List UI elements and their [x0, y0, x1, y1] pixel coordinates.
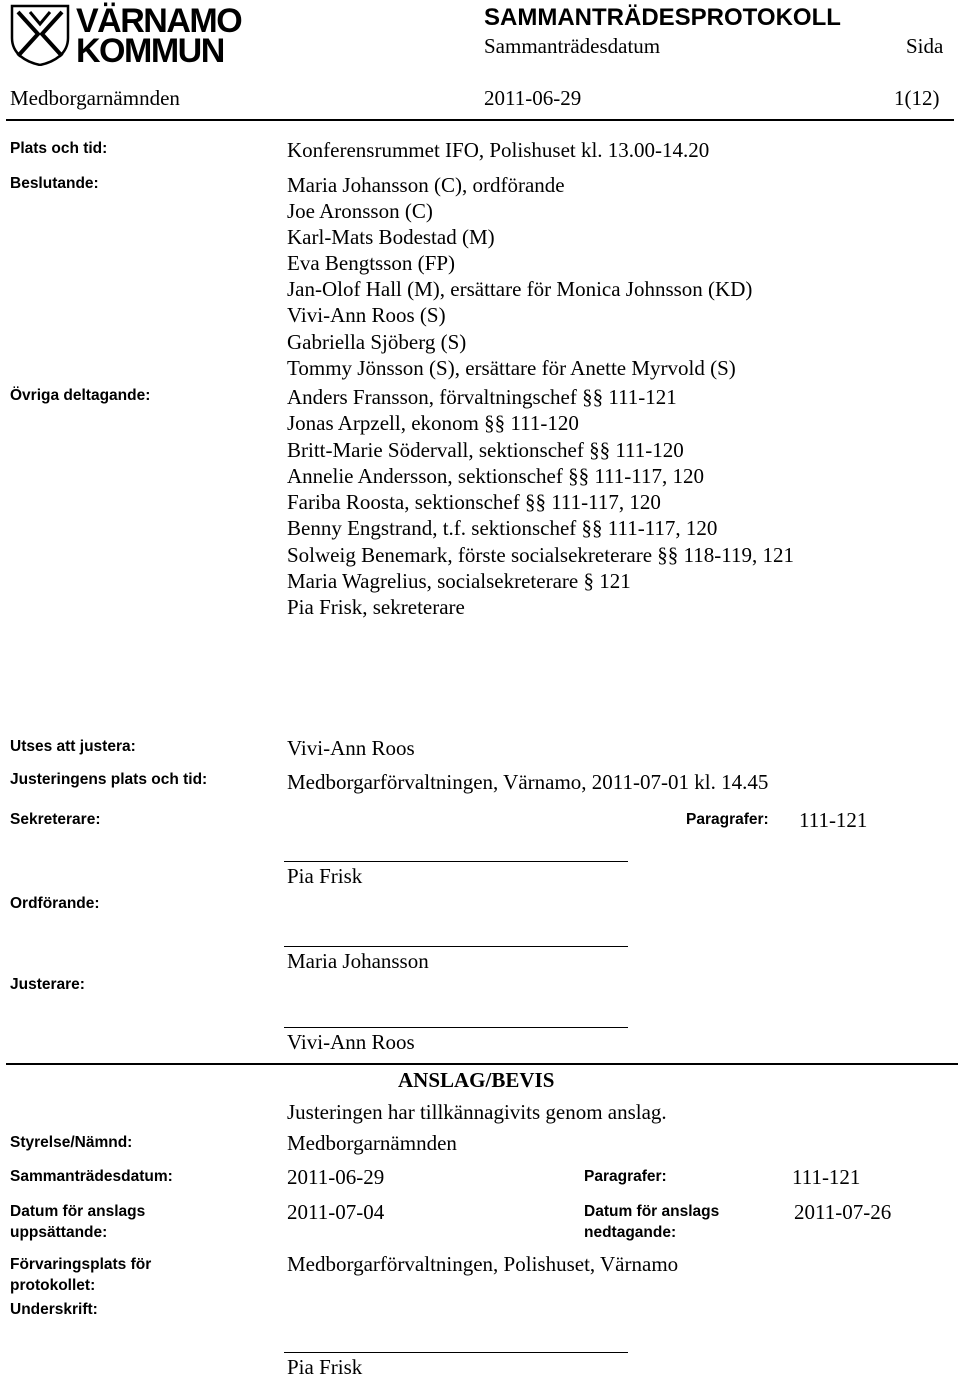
decision-maker: Maria Johansson (C), ordförande: [287, 173, 565, 197]
chair-label: Ordförande:: [10, 895, 100, 912]
participant: Britt-Marie Södervall, sektionschef §§ 111-120: [287, 437, 684, 462]
notice-statement: Justeringen har tillkännagivits genom anslag.: [287, 1100, 667, 1124]
signature-name-secretary: Pia Frisk: [287, 864, 363, 888]
signature-line-chair: [284, 946, 628, 947]
participant: Solweig Benemark, förste socialsekreterare §§ 118-119, 121: [287, 542, 794, 567]
header-board: Medborgarnämnden: [10, 86, 180, 110]
notice-board-value: Medborgarnämnden: [287, 1131, 457, 1155]
paragraphs-value: 111-121: [799, 808, 868, 832]
participant: Jonas Arpzell, ekonom §§ 111-120: [287, 411, 579, 436]
place-value: Konferensrummet IFO, Polishuset kl. 13.00-14.20: [287, 138, 710, 162]
signature-line-adjuster: [284, 1027, 628, 1028]
storage-value: Medborgarförvaltningen, Polishuset, Värnamo: [287, 1252, 679, 1276]
removed-date-value: 2011-07-26: [794, 1200, 892, 1224]
participant: Pia Frisk, sekreterare: [287, 595, 465, 620]
decision-maker: Gabriella Sjöberg (S): [287, 329, 467, 354]
header-date: 2011-06-29: [484, 86, 582, 110]
storage-label: [10, 1254, 151, 1296]
removed-date-label: [584, 1201, 719, 1243]
signature-name-chair: Maria Johansson: [287, 949, 429, 973]
adjuster-label: Justerare:: [10, 976, 85, 993]
adjustment-place-time-label: Justeringens plats och tid:: [10, 771, 208, 788]
notice-paragraphs-label: Paragrafer:: [584, 1168, 667, 1185]
adjuster-appointed-value: Vivi-Ann Roos: [287, 736, 415, 760]
decision-maker: Joe Aronsson (C): [287, 199, 433, 224]
municipality-name-line1: VÄRNAMO: [76, 2, 242, 40]
adjustment-place-time-value: Medborgarförvaltningen, Värnamo, 2011-07-01 kl. 14.45: [287, 770, 769, 794]
paragraphs-label: Paragrafer:: [686, 811, 769, 828]
storage-label-line1: Förvaringsplats för: [10, 1256, 152, 1273]
posted-date-label-line1: Datum för anslags: [10, 1203, 146, 1220]
decision-maker: Karl-Mats Bodestad (M): [287, 225, 495, 250]
other-participants-label: Övriga deltagande:: [10, 387, 151, 404]
decision-maker: Tommy Jönsson (S), ersättare för Anette Myrvold (S): [287, 355, 736, 380]
notice-divider: [6, 1063, 958, 1065]
place-label: Plats och tid:: [10, 140, 108, 157]
document-title: SAMMANTRÄDESPROTOKOLL: [484, 4, 841, 31]
participant: Anders Fransson, förvaltningschef §§ 111-121: [287, 385, 677, 409]
participant: Fariba Roosta, sektionschef §§ 111-117, 120: [287, 490, 661, 515]
decision-maker: Vivi-Ann Roos (S): [287, 303, 446, 328]
participant: Annelie Andersson, sektionschef §§ 111-117, 120: [287, 463, 705, 488]
notice-meeting-date-label: Sammanträdesdatum:: [10, 1168, 173, 1185]
signature-line-notice: [284, 1352, 628, 1353]
notice-meeting-date-value: 2011-06-29: [287, 1165, 385, 1189]
header-date-label: Sammanträdesdatum: [484, 34, 661, 58]
header-divider: [6, 119, 954, 121]
municipality-name-line2: KOMMUN: [76, 32, 224, 70]
decision-maker: Jan-Olof Hall (M), ersättare för Monica Johnsson (KD): [287, 277, 753, 302]
other-participants-list: [287, 384, 794, 621]
removed-date-label-line1: Datum för anslags: [584, 1203, 720, 1220]
notice-title: ANSLAG/BEVIS: [398, 1068, 555, 1092]
posted-date-label-line2: uppsättande:: [10, 1224, 108, 1241]
signature-name-adjuster: Vivi-Ann Roos: [287, 1030, 415, 1054]
posted-date-value: 2011-07-04: [287, 1200, 385, 1224]
notice-paragraphs-value: 111-121: [792, 1165, 861, 1189]
signature-name-notice: Pia Frisk: [287, 1355, 363, 1379]
decision-makers-label: Beslutande:: [10, 175, 99, 192]
decision-makers-list: [287, 172, 752, 381]
adjuster-appointed-label: Utses att justera:: [10, 738, 136, 755]
participant: Maria Wagrelius, socialsekreterare § 121: [287, 569, 631, 594]
removed-date-label-line2: nedtagande:: [584, 1224, 677, 1241]
notice-board-label: Styrelse/Nämnd:: [10, 1134, 133, 1151]
storage-label-line2: protokollet:: [10, 1277, 96, 1294]
signature-label: Underskrift:: [10, 1301, 98, 1318]
decision-maker: Eva Bengtsson (FP): [287, 251, 455, 276]
header-page-label: Sida: [906, 34, 944, 58]
signature-line-secretary: [284, 861, 628, 862]
municipality-crest-icon: [10, 4, 70, 66]
secretary-label: Sekreterare:: [10, 811, 101, 828]
posted-date-label: [10, 1201, 145, 1243]
participant: Benny Engstrand, t.f. sektionschef §§ 111-117, 120: [287, 516, 718, 541]
header-page-number: 1(12): [894, 86, 940, 110]
